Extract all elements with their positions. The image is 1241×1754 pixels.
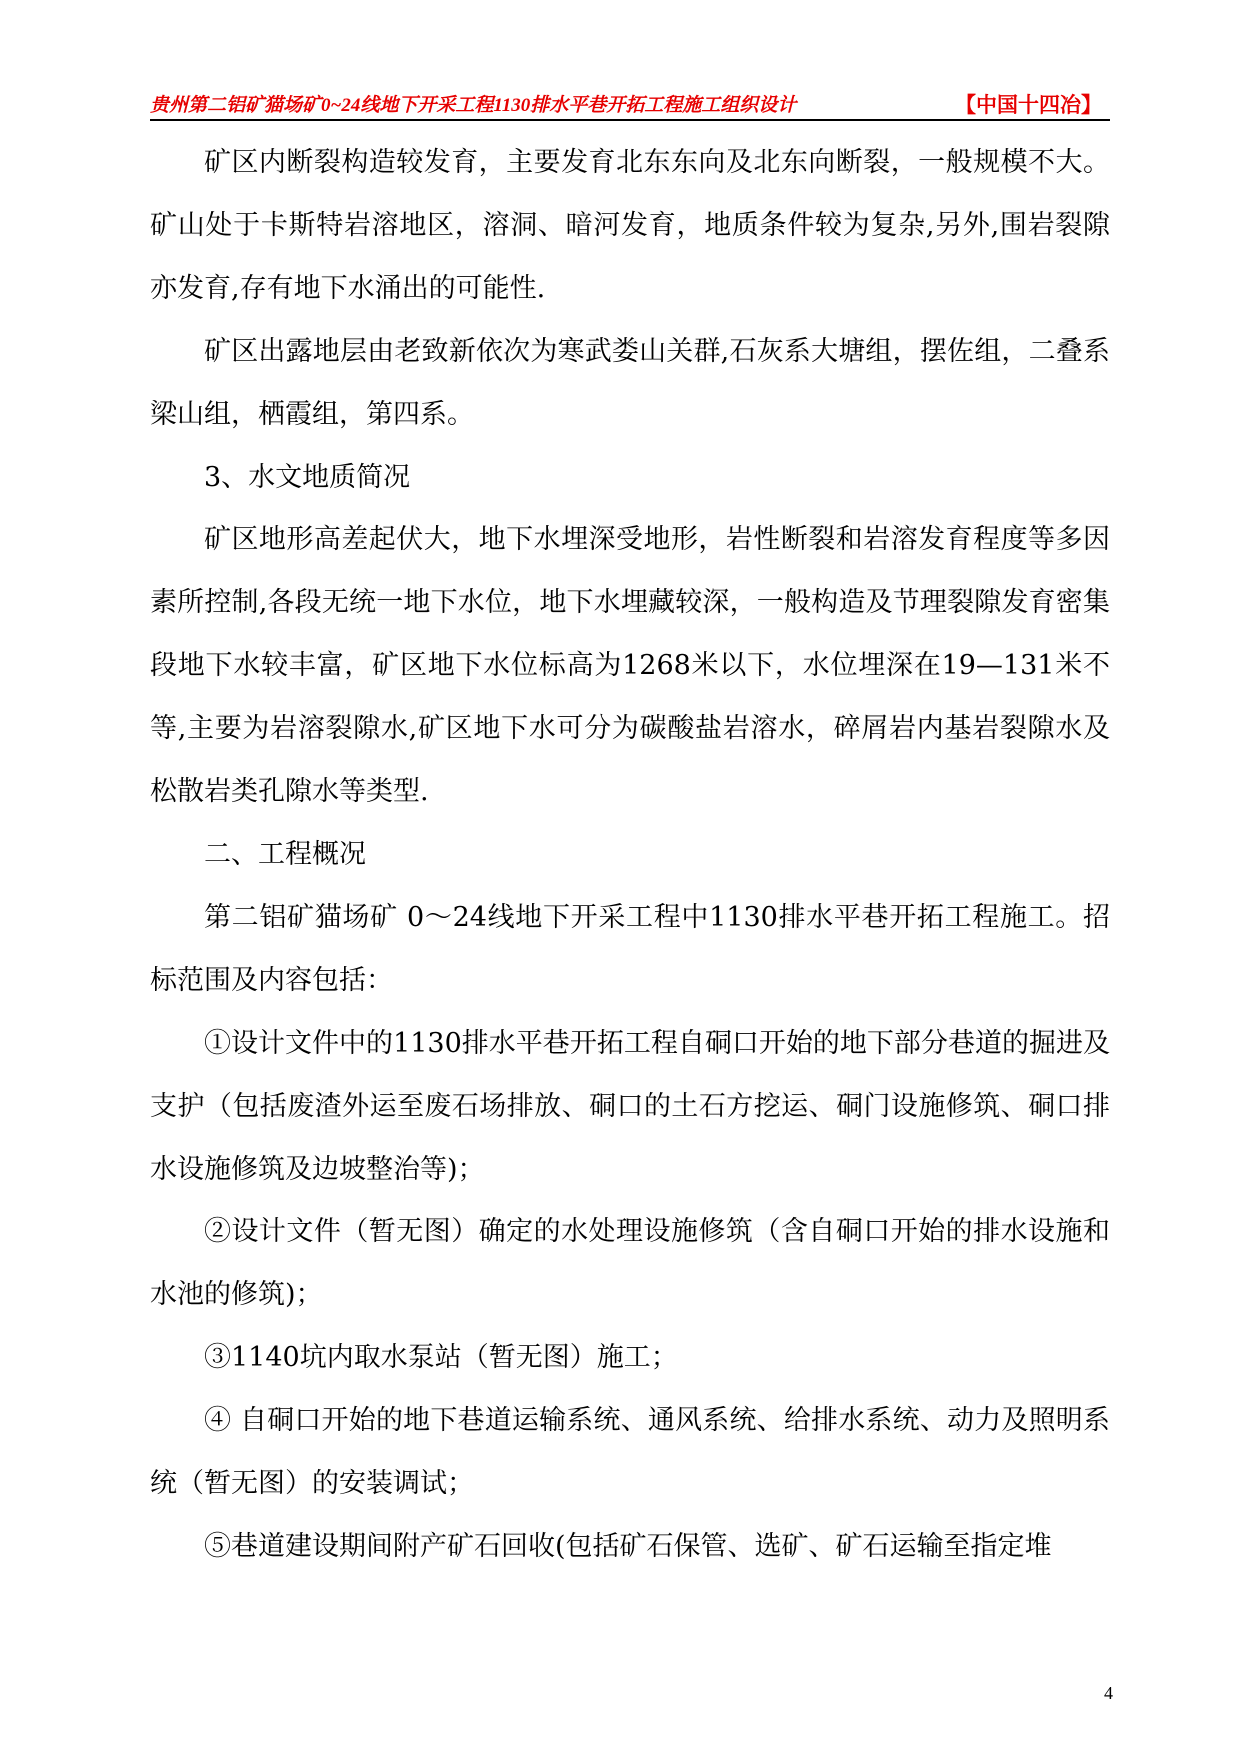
paragraph-fault-structure: 矿区内断裂构造较发育，主要发育北东东向及北东向断裂，一般规模不大。矿山处于卡斯特岩溶地区，溶洞、暗河发育，地质条件较为复杂,另外,围岩裂隙亦发育,存有地下水涌出的可能性.	[150, 147, 1110, 304]
section-heading-project-overview: 二、工程概况	[204, 838, 366, 870]
paragraph-strata: 矿区出露地层由老致新依次为寒武娄山关群,石灰系大塘组，摆佐组，二叠系梁山组，栖霞组，第四系。	[150, 335, 1110, 430]
list-item-5: ⑤巷道建设期间附产矿石回收(包括矿石保管、选矿、矿石运输至指定堆	[204, 1530, 1052, 1562]
header-title: 贵州第二铝矿猫场矿0~24线地下开采工程1130排水平巷开拓工程施工组织设计	[150, 95, 797, 116]
page-number: 4	[1104, 1683, 1113, 1703]
body-text	[150, 132, 1110, 1579]
list-item-1: ①设计文件中的1130排水平巷开拓工程自硐口开始的地下部分巷道的掘进及支护（包括废渣外运至废石场排放、硐口的土石方挖运、硐门设施修筑、硐口排水设施修筑及边坡整治等)；	[150, 1027, 1110, 1185]
header-rule	[150, 119, 1110, 121]
list-item-2: ②设计文件（暂无图）确定的水处理设施修筑（含自硐口开始的排水设施和水池的修筑)；	[150, 1216, 1110, 1311]
list-item-3: ③1140坑内取水泵站（暂无图）施工；	[204, 1342, 678, 1374]
page-header	[150, 84, 1110, 118]
section-heading-hydrogeology: 3、水文地质简况	[204, 461, 411, 493]
paragraph-project-scope: 第二铝矿猫场矿 0～24线地下开采工程中1130排水平巷开拓工程施工。招标范围及内容包括：	[150, 901, 1110, 996]
list-item-4: ④ 自硐口开始的地下巷道运输系统、通风系统、给排水系统、动力及照明系统（暂无图）的安装调试；	[150, 1405, 1110, 1500]
paragraph-groundwater: 矿区地形高差起伏大，地下水埋深受地形，岩性断裂和岩溶发育程度等多因素所控制,各段无统一地下水位，地下水埋藏较深，一般构造及节理裂隙发育密集段地下水较丰富，矿区地下水位标高为1268米以下，水位埋深在19—131米不等,主要为岩溶裂隙水,矿区地下水可分为碳酸盐岩溶水，碎屑岩内基岩裂隙水及松散岩类孔隙水等类型.	[150, 524, 1110, 808]
header-company: 【中国十四冶】	[955, 93, 1102, 117]
